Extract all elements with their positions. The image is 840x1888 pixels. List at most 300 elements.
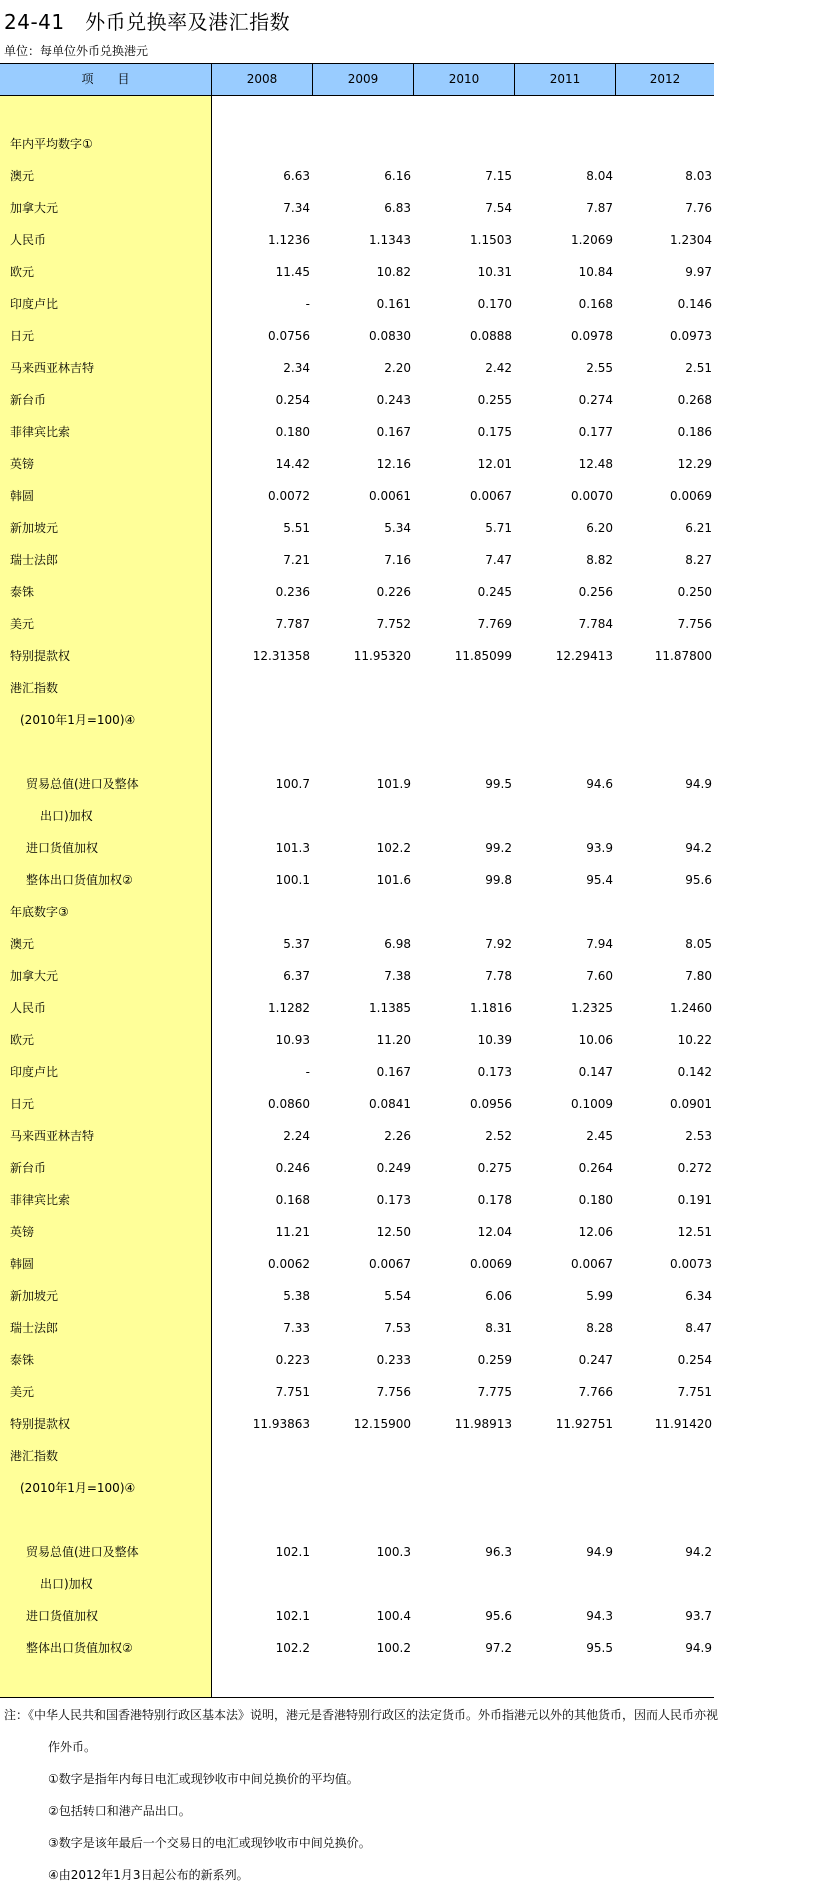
table-row	[0, 512, 714, 544]
value-cell: 7.787	[275, 617, 310, 631]
footnote-line: 注：《中华人民共和国香港特别行政区基本法》说明，港元是香港特别行政区的法定货币。外币指港元以外的其他货币，因而人民币亦视	[4, 1708, 719, 1722]
value-cell: 5.37	[283, 937, 310, 951]
row-label: 贸易总值(进口及整体	[26, 1545, 139, 1559]
value-cell: 6.63	[283, 169, 310, 183]
value-cell: 0.250	[677, 585, 712, 599]
value-cell: 1.1282	[268, 1001, 310, 1015]
value-cell: 12.01	[477, 457, 512, 471]
row-label: 新台币	[10, 1161, 47, 1175]
value-cell: 0.254	[275, 393, 310, 407]
row-label: 特别提款权	[10, 1417, 71, 1431]
table-row	[0, 704, 714, 736]
value-cell: 0.0956	[470, 1097, 512, 1111]
table-row	[0, 1312, 714, 1344]
value-cell: 0.0073	[670, 1257, 712, 1271]
row-label: 泰铢	[10, 585, 35, 599]
value-cell: 100.1	[275, 873, 310, 887]
value-cell: 0.245	[477, 585, 512, 599]
value-cell: 5.34	[384, 521, 411, 535]
row-label: 整体出口货值加权②	[26, 873, 133, 887]
value-cell: 12.29413	[555, 649, 613, 663]
value-cell: 0.0067	[571, 1257, 613, 1271]
table-bottom-rule	[0, 1697, 714, 1698]
value-cell: 10.22	[677, 1033, 712, 1047]
header-year-2012: 2012	[649, 72, 681, 86]
value-cell	[517, 736, 613, 768]
value-cell	[517, 1568, 613, 1600]
value-cell: -	[305, 297, 310, 311]
value-cell	[416, 1568, 512, 1600]
value-cell: 1.1503	[470, 233, 512, 247]
value-cell: 0.0062	[268, 1257, 310, 1271]
value-cell: 10.82	[376, 265, 411, 279]
value-cell: 97.2	[485, 1641, 512, 1655]
value-cell: 10.93	[275, 1033, 310, 1047]
value-cell: 6.16	[384, 169, 411, 183]
value-cell	[214, 1568, 310, 1600]
value-cell: 7.87	[586, 201, 613, 215]
value-cell	[214, 672, 310, 704]
value-cell: 1.2325	[571, 1001, 613, 1015]
value-cell: 1.1236	[268, 233, 310, 247]
value-cell: 2.42	[485, 361, 512, 375]
value-cell: 0.226	[376, 585, 411, 599]
value-cell: 102.1	[275, 1609, 310, 1623]
table-row	[0, 1568, 714, 1600]
row-label: 港汇指数	[10, 681, 59, 695]
value-cell: 1.1816	[470, 1001, 512, 1015]
value-cell: 0.274	[578, 393, 613, 407]
footnote-line: ②包括转口和港产品出口。	[48, 1804, 191, 1818]
value-cell: 94.2	[685, 1545, 712, 1559]
row-label: 人民币	[10, 233, 47, 247]
table-row	[0, 1536, 714, 1568]
row-label: 韩圆	[10, 489, 35, 503]
value-cell: 94.9	[586, 1545, 613, 1559]
value-cell	[517, 896, 613, 928]
row-label: 美元	[10, 617, 35, 631]
value-cell: 7.784	[578, 617, 613, 631]
table-row	[0, 1376, 714, 1408]
value-cell	[616, 1472, 712, 1504]
value-cell: 7.752	[376, 617, 411, 631]
page-title: 24-41 外币兑换率及港汇指数	[4, 10, 291, 34]
value-cell: 1.1343	[369, 233, 411, 247]
value-cell: 0.259	[477, 1353, 512, 1367]
value-cell	[315, 1472, 411, 1504]
unit-note: 单位：每单位外币兑换港元	[4, 44, 149, 58]
value-cell: 11.20	[376, 1033, 411, 1047]
value-cell: 2.53	[685, 1129, 712, 1143]
row-label: 英镑	[10, 1225, 35, 1239]
value-cell: 102.2	[376, 841, 411, 855]
value-cell	[416, 96, 512, 128]
value-cell: 2.26	[384, 1129, 411, 1143]
value-cell: 0.175	[477, 425, 512, 439]
table-row	[0, 576, 714, 608]
table-row	[0, 1504, 714, 1536]
table-row	[0, 1408, 714, 1440]
row-label: 印度卢比	[10, 1065, 59, 1079]
value-cell: 0.272	[677, 1161, 712, 1175]
value-cell: 2.34	[283, 361, 310, 375]
table-row	[0, 448, 714, 480]
value-cell: 0.264	[578, 1161, 613, 1175]
value-cell: 100.4	[376, 1609, 411, 1623]
value-cell: 0.173	[376, 1193, 411, 1207]
table-row	[0, 1152, 714, 1184]
table-row	[0, 1280, 714, 1312]
value-cell	[315, 1504, 411, 1536]
value-cell: 1.2069	[571, 233, 613, 247]
value-cell: 94.9	[685, 777, 712, 791]
value-cell	[616, 800, 712, 832]
value-cell: 101.3	[275, 841, 310, 855]
row-label: 瑞士法郎	[10, 553, 59, 567]
row-label: 进口货值加权	[26, 1609, 99, 1623]
value-cell: 0.256	[578, 585, 613, 599]
value-cell: 7.16	[384, 553, 411, 567]
value-cell	[616, 1504, 712, 1536]
header-divider	[514, 64, 515, 95]
value-cell: 0.223	[275, 1353, 310, 1367]
value-cell: 0.0067	[369, 1257, 411, 1271]
value-cell: 0.0067	[470, 489, 512, 503]
value-cell: -	[305, 1065, 310, 1079]
value-cell: 0.161	[376, 297, 411, 311]
table-row	[0, 256, 714, 288]
row-label: 菲律宾比索	[10, 425, 71, 439]
row-label: 人民币	[10, 1001, 47, 1015]
value-cell	[416, 128, 512, 160]
value-cell: 12.15900	[353, 1417, 411, 1431]
row-label: 日元	[10, 1097, 35, 1111]
row-label: 出口)加权	[40, 1577, 93, 1591]
value-cell: 2.24	[283, 1129, 310, 1143]
table-row	[0, 864, 714, 896]
value-cell: 0.0070	[571, 489, 613, 503]
value-cell: 102.1	[275, 1545, 310, 1559]
value-cell: 11.91420	[654, 1417, 712, 1431]
table-row	[0, 320, 714, 352]
value-cell: 6.20	[586, 521, 613, 535]
table-row	[0, 672, 714, 704]
value-cell: 1.2460	[670, 1001, 712, 1015]
value-cell	[616, 1440, 712, 1472]
value-cell: 0.243	[376, 393, 411, 407]
value-cell	[214, 704, 310, 736]
value-cell: 0.0072	[268, 489, 310, 503]
table-row	[0, 608, 714, 640]
value-cell: 8.27	[685, 553, 712, 567]
value-cell: 0.168	[275, 1193, 310, 1207]
value-cell	[616, 896, 712, 928]
value-cell: 8.05	[685, 937, 712, 951]
value-cell: 8.28	[586, 1321, 613, 1335]
value-cell: 7.751	[677, 1385, 712, 1399]
value-cell	[214, 736, 310, 768]
value-cell: 99.8	[485, 873, 512, 887]
row-label: 泰铢	[10, 1353, 35, 1367]
value-cell: 93.7	[685, 1609, 712, 1623]
value-cell: 99.5	[485, 777, 512, 791]
value-cell: 0.246	[275, 1161, 310, 1175]
value-cell: 6.34	[685, 1289, 712, 1303]
value-cell: 7.21	[283, 553, 310, 567]
value-cell	[517, 704, 613, 736]
value-cell: 12.50	[376, 1225, 411, 1239]
value-cell: 11.92751	[555, 1417, 613, 1431]
value-cell: 7.34	[283, 201, 310, 215]
row-label: 菲律宾比索	[10, 1193, 71, 1207]
value-cell	[416, 1440, 512, 1472]
value-cell: 0.249	[376, 1161, 411, 1175]
header-divider	[312, 64, 313, 95]
value-cell: 2.51	[685, 361, 712, 375]
value-cell	[416, 896, 512, 928]
value-cell: 10.39	[477, 1033, 512, 1047]
value-cell: 2.52	[485, 1129, 512, 1143]
value-cell: 7.33	[283, 1321, 310, 1335]
row-label: 加拿大元	[10, 201, 59, 215]
value-cell: 8.03	[685, 169, 712, 183]
value-cell	[214, 1504, 310, 1536]
value-cell: 0.255	[477, 393, 512, 407]
value-cell: 11.85099	[454, 649, 512, 663]
value-cell: 12.51	[677, 1225, 712, 1239]
value-cell: 0.0978	[571, 329, 613, 343]
value-cell: 2.20	[384, 361, 411, 375]
row-label: 日元	[10, 329, 35, 343]
value-cell: 95.6	[485, 1609, 512, 1623]
table-row	[0, 1440, 714, 1472]
value-cell: 0.177	[578, 425, 613, 439]
value-cell: 12.04	[477, 1225, 512, 1239]
value-cell: 11.21	[275, 1225, 310, 1239]
value-cell: 8.47	[685, 1321, 712, 1335]
value-cell	[214, 1472, 310, 1504]
row-label: 欧元	[10, 1033, 35, 1047]
row-label: 港汇指数	[10, 1449, 59, 1463]
row-label: 年内平均数字①	[10, 137, 93, 151]
value-cell: 12.16	[376, 457, 411, 471]
value-cell: 5.99	[586, 1289, 613, 1303]
value-cell: 1.1385	[369, 1001, 411, 1015]
row-label: (2010年1月=100)④	[20, 713, 136, 727]
value-cell: 102.2	[275, 1641, 310, 1655]
table-row	[0, 800, 714, 832]
value-cell: 0.0973	[670, 329, 712, 343]
table-row	[0, 832, 714, 864]
value-cell: 7.76	[685, 201, 712, 215]
table-row	[0, 1632, 714, 1664]
value-cell: 0.0860	[268, 1097, 310, 1111]
value-cell: 0.180	[578, 1193, 613, 1207]
row-label: 出口)加权	[40, 809, 93, 823]
value-cell: 7.53	[384, 1321, 411, 1335]
value-cell: 94.6	[586, 777, 613, 791]
value-cell: 7.47	[485, 553, 512, 567]
value-cell	[214, 896, 310, 928]
table-row	[0, 1216, 714, 1248]
value-cell: 11.45	[275, 265, 310, 279]
header-divider	[413, 64, 414, 95]
value-cell: 6.98	[384, 937, 411, 951]
row-label: 瑞士法郎	[10, 1321, 59, 1335]
row-label: (2010年1月=100)④	[20, 1481, 136, 1495]
value-cell: 8.82	[586, 553, 613, 567]
value-cell: 94.9	[685, 1641, 712, 1655]
footnote-line: ③数字是该年最后一个交易日的电汇或现钞收市中间兑换价。	[48, 1836, 371, 1850]
value-cell	[616, 736, 712, 768]
value-cell	[517, 1440, 613, 1472]
value-cell: 0.0830	[369, 329, 411, 343]
value-cell: 0.0069	[670, 489, 712, 503]
footnote-line: 作外币。	[48, 1740, 97, 1754]
row-label: 马来西亚林吉特	[10, 1129, 95, 1143]
value-cell	[517, 96, 613, 128]
value-cell: 0.0061	[369, 489, 411, 503]
header-item: 项 目	[81, 72, 130, 86]
value-cell: 100.2	[376, 1641, 411, 1655]
value-cell: 0.268	[677, 393, 712, 407]
value-cell	[315, 96, 411, 128]
value-cell: 8.04	[586, 169, 613, 183]
value-cell: 0.275	[477, 1161, 512, 1175]
value-cell: 6.21	[685, 521, 712, 535]
value-cell: 0.191	[677, 1193, 712, 1207]
table-row	[0, 1600, 714, 1632]
value-cell	[315, 128, 411, 160]
value-cell	[315, 896, 411, 928]
value-cell: 10.31	[477, 265, 512, 279]
value-cell: 94.3	[586, 1609, 613, 1623]
row-label: 新台币	[10, 393, 47, 407]
value-cell: 5.71	[485, 521, 512, 535]
value-cell: 8.31	[485, 1321, 512, 1335]
value-cell: 11.93863	[252, 1417, 310, 1431]
row-label: 澳元	[10, 937, 35, 951]
table-row	[0, 224, 714, 256]
value-cell: 0.0069	[470, 1257, 512, 1271]
value-cell: 7.756	[677, 617, 712, 631]
table-row	[0, 96, 714, 128]
table-row	[0, 352, 714, 384]
table-row	[0, 1472, 714, 1504]
value-cell: 1.2304	[670, 233, 712, 247]
value-cell	[214, 800, 310, 832]
value-cell: 0.146	[677, 297, 712, 311]
value-cell	[315, 704, 411, 736]
table-header	[0, 63, 714, 96]
value-cell: 0.173	[477, 1065, 512, 1079]
value-cell	[616, 672, 712, 704]
value-cell: 2.45	[586, 1129, 613, 1143]
value-cell	[416, 1504, 512, 1536]
value-cell: 0.170	[477, 297, 512, 311]
value-cell: 7.94	[586, 937, 613, 951]
value-cell: 0.167	[376, 1065, 411, 1079]
value-cell	[416, 672, 512, 704]
value-cell	[315, 672, 411, 704]
table-row	[0, 384, 714, 416]
value-cell: 12.29	[677, 457, 712, 471]
value-cell	[616, 1568, 712, 1600]
value-cell: 7.769	[477, 617, 512, 631]
table-row	[0, 288, 714, 320]
value-cell: 96.3	[485, 1545, 512, 1559]
value-cell	[616, 96, 712, 128]
value-cell: 95.5	[586, 1641, 613, 1655]
value-cell: 0.178	[477, 1193, 512, 1207]
value-cell	[214, 96, 310, 128]
value-cell	[416, 800, 512, 832]
value-cell: 7.92	[485, 937, 512, 951]
row-label: 澳元	[10, 169, 35, 183]
table-row	[0, 1088, 714, 1120]
table-row	[0, 192, 714, 224]
value-cell: 7.756	[376, 1385, 411, 1399]
row-label: 美元	[10, 1385, 35, 1399]
table-row	[0, 416, 714, 448]
value-cell: 2.55	[586, 361, 613, 375]
value-cell: 0.236	[275, 585, 310, 599]
value-cell: 7.15	[485, 169, 512, 183]
value-cell: 6.37	[283, 969, 310, 983]
row-label: 新加坡元	[10, 1289, 59, 1303]
table-row	[0, 1344, 714, 1376]
table-row	[0, 544, 714, 576]
value-cell: 5.51	[283, 521, 310, 535]
value-cell: 6.83	[384, 201, 411, 215]
row-label: 欧元	[10, 265, 35, 279]
exchange-rate-table	[0, 63, 714, 1698]
value-cell	[214, 1440, 310, 1472]
table-row	[0, 480, 714, 512]
footnote-line: ④由2012年1月3日起公布的新系列。	[48, 1868, 249, 1882]
value-cell: 0.147	[578, 1065, 613, 1079]
value-cell: 11.87800	[654, 649, 712, 663]
value-cell: 11.98913	[454, 1417, 512, 1431]
value-cell	[517, 672, 613, 704]
value-cell: 100.3	[376, 1545, 411, 1559]
value-cell: 101.9	[376, 777, 411, 791]
row-label: 加拿大元	[10, 969, 59, 983]
value-cell: 10.06	[578, 1033, 613, 1047]
value-cell: 0.247	[578, 1353, 613, 1367]
value-cell	[517, 800, 613, 832]
value-cell: 7.54	[485, 201, 512, 215]
table-row	[0, 960, 714, 992]
row-label: 整体出口货值加权②	[26, 1641, 133, 1655]
row-label: 新加坡元	[10, 521, 59, 535]
header-year-2011: 2011	[549, 72, 581, 86]
table-row	[0, 640, 714, 672]
value-cell: 10.84	[578, 265, 613, 279]
value-cell: 0.0901	[670, 1097, 712, 1111]
value-cell	[616, 704, 712, 736]
table-row	[0, 896, 714, 928]
table-row	[0, 992, 714, 1024]
value-cell: 0.186	[677, 425, 712, 439]
table-row	[0, 1024, 714, 1056]
value-cell: 0.1009	[571, 1097, 613, 1111]
value-cell: 0.0888	[470, 329, 512, 343]
row-label: 印度卢比	[10, 297, 59, 311]
footnote-line: ①数字是指年内每日电汇或现钞收市中间兑换价的平均值。	[48, 1772, 359, 1786]
table-row	[0, 1120, 714, 1152]
row-label: 年底数字③	[10, 905, 69, 919]
